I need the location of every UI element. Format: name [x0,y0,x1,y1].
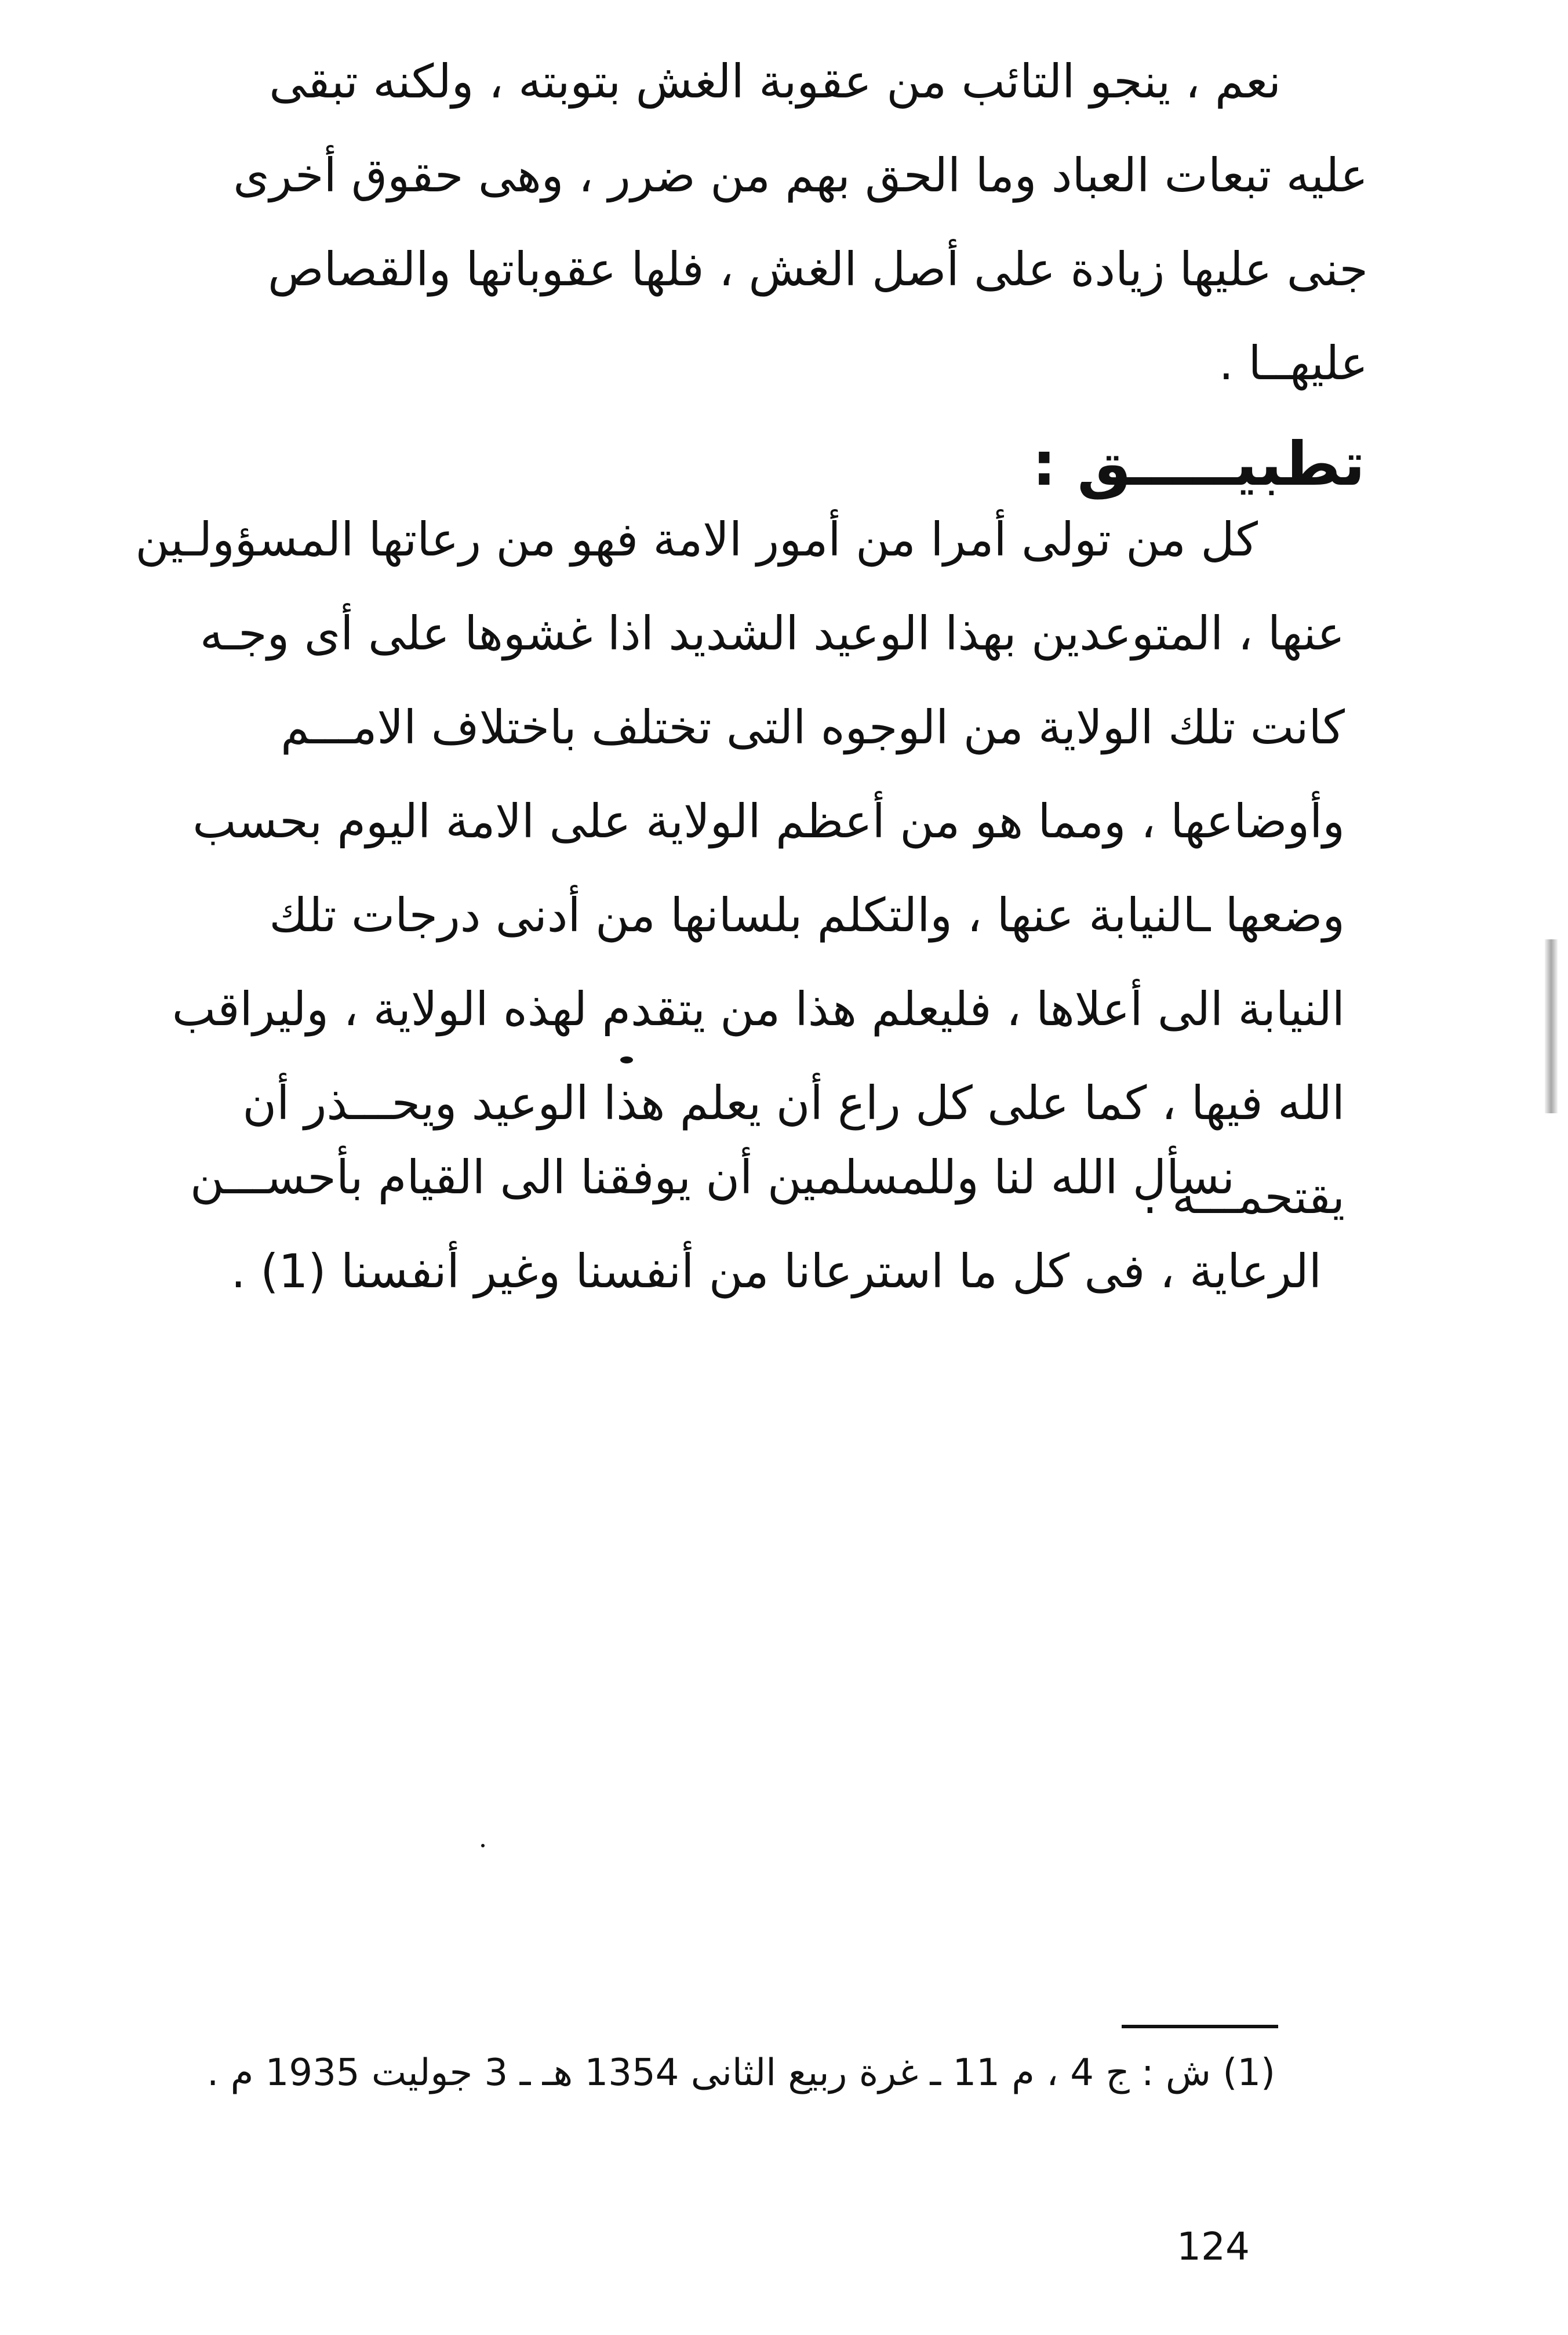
paragraph-penitent-fraud [93,35,1368,411]
text-line: يقتحمـــه . [1143,1170,1345,1224]
text-line: جنى عليها زيادة على أصل الغش ، فلها عقوباتها والقصاص [267,242,1368,296]
text-line: عليه تبعات العباد وما الحق بهم من ضرر ، وهى حقوق أخرى [233,148,1368,202]
paragraph-closing-prayer [46,1131,1322,1319]
text-line: نسأل الله لنا وللمسلمين أن يوفقنا الى القيام بأحســـن [190,1150,1235,1204]
section-heading-application: تطبيـــــق : [1032,428,1365,499]
text-line: كل من تولى أمرا من أمور الامة فهو من رعاتها المسؤولـين [135,513,1258,566]
text-line: عنها ، المتوعدين بهذا الوعيد الشديد اذا غشوها على أى وجـه [199,607,1345,660]
text-line: النيابة الى أعلاها ، فليعلم هذا من يتقدم لهذه الولاية ، وليراقب [172,982,1345,1036]
text-line: كانت تلك الولاية من الوجوه التى تختلف باختلاف الامـــم [281,700,1345,754]
scan-edge-mark [1545,939,1558,1113]
text-line: الرعاية ، فى كل ما استرعانا من أنفسنا وغير أنفسنا (1) . [231,1244,1322,1298]
text-line: وضعها ـالنيابة عنها ، والتكلم بلسانها من أدنى درجات تلك [269,888,1345,942]
text-line: الله فيها ، كما على كل راع أن يعلم هذا الوعيد ويحـــذر أن [242,1076,1345,1130]
page-number: 124 [1177,2224,1250,2269]
ink-speck [620,1056,633,1063]
text-line: عليهــا . [1218,336,1368,390]
ink-speck [481,1844,485,1847]
text-line: وأوضاعها ، ومما هو من أعظم الولاية على الامة اليوم بحسب [192,794,1345,848]
text-line: نعم ، ينجو التائب من عقوبة الغش بتوبته ، ولكنه تبقى [269,55,1281,108]
footnote-divider [1122,2025,1278,2028]
footnote: (1) ش : ج 4 ، م 11 ـ غرة ربيع الثانى 1354 هـ ـ 3 جوليت 1935 م . [207,2051,1275,2094]
